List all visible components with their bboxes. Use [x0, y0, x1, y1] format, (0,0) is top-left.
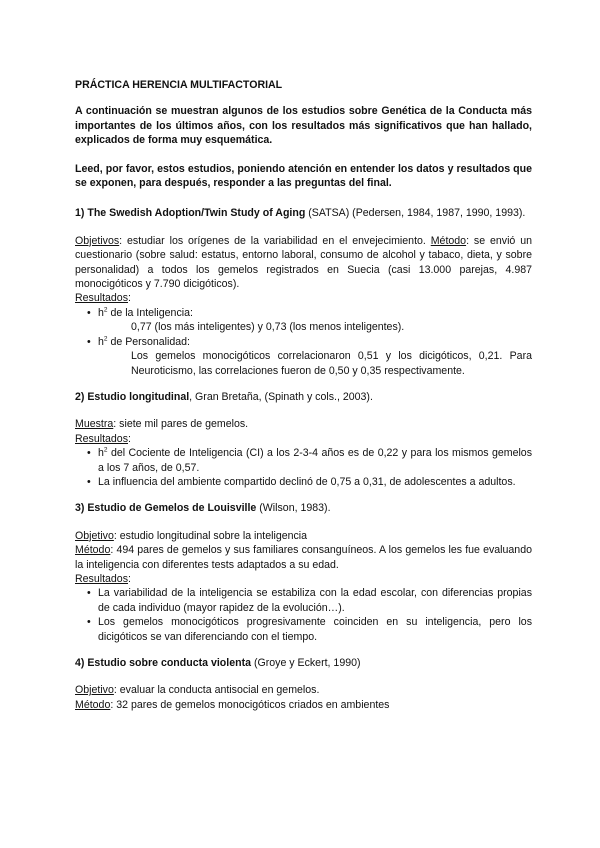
superscript-2: 2: [103, 446, 108, 454]
study-3-method: [75, 543, 532, 572]
study-1-results-list: [75, 306, 532, 378]
metodo-label: Método: [430, 234, 467, 247]
metodo-text: : 32 pares de gemelos monocigóticos criados en ambientes: [110, 698, 390, 711]
document-title: PRÁCTICA HERENCIA MULTIFACTORIAL: [75, 79, 283, 91]
metodo-label: Método: [75, 544, 111, 557]
colon: :: [128, 572, 131, 585]
study-4-title: 4) Estudio sobre conducta violenta: [75, 657, 252, 669]
result-text: La influencia del ambiente compartido declinó de 0,75 a 0,31, de adolescentes a adultos.: [98, 475, 516, 488]
study-1-title: 1) The Swedish Adoption/Twin Study of Aging: [75, 207, 306, 220]
study-4-heading: [75, 656, 532, 670]
study-3-results-list: [75, 586, 532, 644]
study-1-heading: [75, 206, 532, 220]
bullet-icon: •: [87, 447, 91, 460]
objetivos-text: : estudiar los orígenes de la variabilidad en el envejecimiento.: [119, 234, 431, 247]
study-3-objective: [75, 529, 532, 543]
study-2-ref: , Gran Bretaña, (Spinath y cols., 2003).: [189, 390, 373, 403]
study-4-ref: (Groye y Eckert, 1990): [251, 657, 361, 669]
muestra-label: Muestra: [75, 418, 114, 431]
list-item: [75, 306, 532, 335]
colon: :: [128, 432, 131, 445]
bullet-icon: •: [87, 587, 91, 600]
muestra-text: : siete mil pares de gemelos.: [113, 418, 249, 431]
study-2-heading: [75, 390, 532, 404]
resultados-label: Resultados: [75, 292, 128, 305]
metodo-text: : se envió un cuestionario (sobre salud: estatus, entorno laboral, consumo de alcohol y tabaco, dieta, y sobre personalidad) a todos los gemelos registrados en Suecia (casi 13.000 parejas, 4.987 monocigóticos y 7.790 dicigóticos).: [75, 234, 532, 291]
study-4-method: [75, 698, 532, 712]
objetivos-label: Objetivos: [75, 234, 120, 247]
result-lead: de Personalidad:: [107, 335, 190, 348]
list-item: [75, 335, 532, 378]
study-1-ref: (SATSA) (Pedersen, 1984, 1987, 1990, 1993).: [305, 207, 526, 220]
colon: :: [128, 292, 131, 305]
result-text: del Cociente de Inteligencia (CI) a los 2-3-4 años es de 0,22 y para los mismos gemelos a los 7 años, de 0,57.: [98, 447, 532, 474]
heritability-symbol: h: [98, 306, 104, 319]
list-item: [75, 475, 532, 489]
study-2-results-label: [75, 432, 532, 446]
objetivo-text: : evaluar la conducta antisocial en gemelos.: [113, 684, 320, 697]
metodo-text: : 494 pares de gemelos y sus familiares consanguíneos. A los gemelos les fue evaluando la inteligencia con diferentes tests adaptados a su edad.: [75, 544, 532, 571]
heritability-symbol: h: [98, 447, 104, 460]
bullet-icon: •: [87, 616, 91, 629]
objetivo-text: : estudio longitudinal sobre la inteligencia: [113, 529, 308, 542]
bullet-icon: •: [87, 335, 91, 348]
bullet-icon: •: [87, 306, 91, 319]
metodo-label: Método: [75, 698, 111, 711]
resultados-label: Resultados: [75, 572, 128, 585]
study-4-objective: [75, 683, 532, 697]
objetivo-label: Objetivo: [75, 529, 114, 542]
study-2-title: 2) Estudio longitudinal: [75, 390, 190, 403]
result-detail: 0,77 (los más inteligentes) y 0,73 (los menos inteligentes).: [131, 321, 405, 334]
resultados-label: Resultados: [75, 432, 128, 445]
instructions-paragraph: Leed, por favor, estos estudios, poniendo atención en entender los datos y resultados que se exponen, para después, responder a las preguntas del final.: [75, 162, 532, 190]
heritability-symbol: h: [98, 335, 104, 348]
list-item: [75, 615, 532, 644]
result-detail: Los gemelos monocigóticos correlacionaron 0,51 y los dicigóticos, 0,21. Para Neuroticismo, las correlaciones fueron de 0,50 y 0,35 respectivamente.: [131, 350, 532, 377]
study-1-objectives: [75, 234, 532, 292]
study-3-results-label: [75, 572, 532, 586]
study-1-results-label: [75, 291, 532, 305]
study-2-sample: [75, 417, 532, 431]
superscript-2: 2: [103, 306, 108, 314]
study-3-title: 3) Estudio de Gemelos de Louisville: [75, 502, 257, 515]
intro-paragraph: A continuación se muestran algunos de los estudios sobre Genética de la Conducta más importantes de los últimos años, con los resultados más significativos que han hallado, explicados de forma muy esquemática.: [75, 105, 532, 147]
objetivo-label: Objetivo: [75, 684, 114, 697]
list-item: [75, 446, 532, 475]
list-item: [75, 586, 532, 615]
bullet-icon: •: [87, 475, 91, 488]
study-3-ref: (Wilson, 1983).: [256, 502, 331, 515]
result-text: Los gemelos monocigóticos progresivamente coinciden en su inteligencia, pero los dicigóticos se van diferenciando con el tiempo.: [98, 616, 532, 643]
study-3-heading: [75, 501, 532, 515]
study-2-results-list: [75, 446, 532, 489]
superscript-2: 2: [103, 335, 108, 343]
result-lead: de la Inteligencia:: [107, 306, 193, 319]
result-text: La variabilidad de la inteligencia se estabiliza con la edad escolar, con diferencias propias de cada individuo (mayor rapidez de la evolución…).: [98, 587, 532, 614]
